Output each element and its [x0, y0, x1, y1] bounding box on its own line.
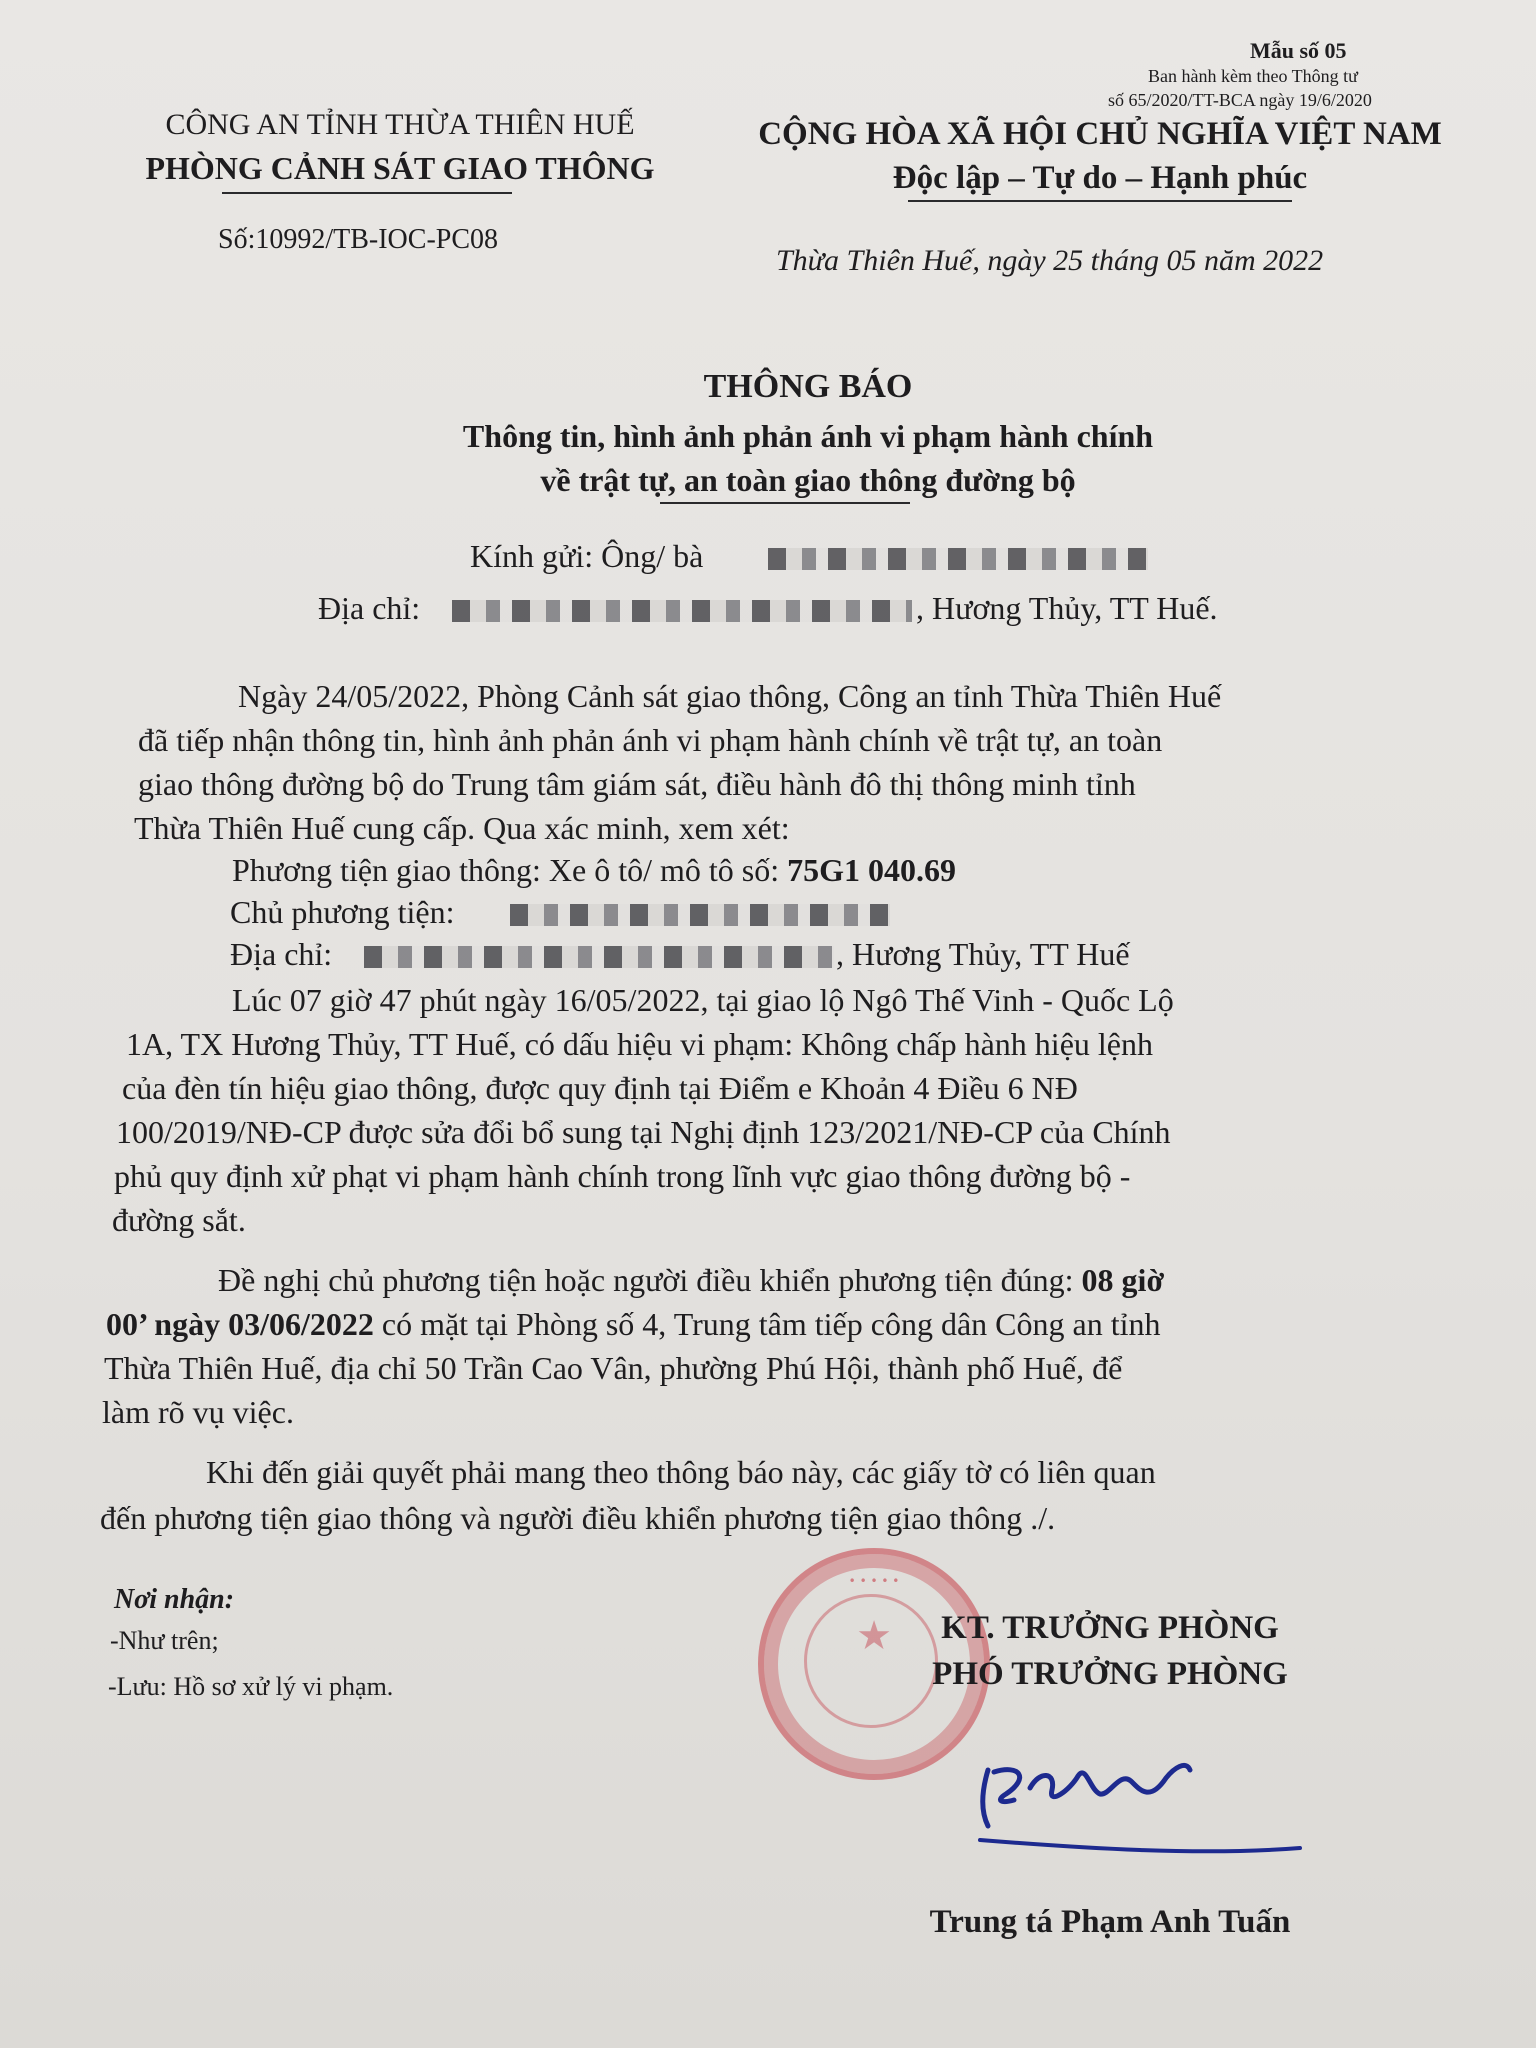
notice-subtitle-line2: về trật tự, an toàn giao thông đường bộ	[540, 462, 1076, 498]
form-note-line2: số 65/2020/TT-BCA ngày 19/6/2020	[1108, 90, 1372, 110]
issuer-line2: PHÒNG CẢNH SÁT GIAO THÔNG	[145, 150, 655, 186]
redacted-recipient-address	[452, 600, 912, 622]
vehicle-line	[232, 852, 956, 889]
owner-address-label: Địa chỉ:	[230, 936, 333, 972]
redacted-owner-address	[364, 946, 834, 968]
form-number: Mẫu số 05	[1250, 38, 1347, 63]
paragraph2-line1: Lúc 07 giờ 47 phút ngày 16/05/2022, tại giao lộ Ngô Thế Vinh - Quốc Lộ	[232, 982, 1174, 1018]
appointment-hour: 08 giờ	[1081, 1262, 1165, 1298]
paragraph2-line5: phủ quy định xử phạt vi phạm hành chính trong lĩnh vực giao thông đường bộ -	[114, 1158, 1131, 1194]
redacted-owner-name	[510, 904, 890, 926]
paragraph3-line2	[106, 1306, 1160, 1343]
recipient-address-label: Địa chỉ:	[318, 590, 421, 626]
paragraph2-line6: đường sắt.	[112, 1202, 246, 1238]
form-note-line1: Ban hành kèm theo Thông tư	[1148, 66, 1358, 86]
recipient-address-tail: , Hương Thủy, TT Huế.	[916, 590, 1218, 626]
nation-line1: CỘNG HÒA XÃ HỘI CHỦ NGHĨA VIỆT NAM	[758, 116, 1442, 152]
paragraph1-line3: giao thông đường bộ do Trung tâm giám sát, điều hành đô thị thông minh tỉnh	[138, 766, 1136, 802]
recipient-greeting: Kính gửi: Ông/ bà	[470, 538, 704, 574]
issuer-underline	[222, 192, 512, 194]
issue-date: Thừa Thiên Huế, ngày 25 tháng 05 năm 2022	[776, 244, 1324, 277]
paragraph3-line1-text: Đề nghị chủ phương tiện hoặc người điều khiển phương tiện đúng:	[218, 1262, 1074, 1298]
recipient-item-2: -Lưu: Hồ sơ xử lý vi phạm.	[108, 1672, 394, 1701]
signature-title-line1: KT. TRƯỞNG PHÒNG	[941, 1610, 1279, 1646]
redacted-recipient-name	[768, 548, 1148, 570]
paragraph4-line2: đến phương tiện giao thông và người điều khiển phương tiện giao thông ./.	[100, 1500, 1056, 1536]
vehicle-label: Phương tiện giao thông: Xe ô tô/ mô tô số:	[232, 852, 780, 888]
vehicle-plate: 75G1 040.69	[787, 852, 957, 888]
paragraph1-line2: đã tiếp nhận thông tin, hình ảnh phản ánh vi phạm hành chính về trật tự, an toàn	[138, 722, 1163, 758]
recipients-title: Nơi nhận:	[114, 1584, 235, 1615]
paragraph3-line3: Thừa Thiên Huế, địa chỉ 50 Trần Cao Vân, phường Phú Hội, thành phố Huế, để	[104, 1350, 1123, 1386]
owner-label: Chủ phương tiện:	[230, 894, 455, 930]
appointment-date: 00’ ngày 03/06/2022	[106, 1306, 374, 1342]
signature-title-line2: PHÓ TRƯỞNG PHÒNG	[932, 1656, 1288, 1692]
nation-underline	[908, 200, 1292, 202]
issuer-line1: CÔNG AN TỈNH THỪA THIÊN HUẾ	[165, 108, 635, 141]
signer-name: Trung tá Phạm Anh Tuấn	[929, 1904, 1291, 1940]
notice-heading: THÔNG BÁO	[703, 368, 913, 405]
paragraph2-line4: 100/2019/NĐ-CP được sửa đổi bổ sung tại Nghị định 123/2021/NĐ-CP của Chính	[116, 1114, 1171, 1150]
nation-line2: Độc lập – Tự do – Hạnh phúc	[892, 160, 1308, 196]
seal-border-text: • • • • •	[848, 1574, 900, 1588]
notice-subtitle-line1: Thông tin, hình ảnh phản ánh vi phạm hành chính	[462, 418, 1154, 454]
document-number: Số:10992/TB-IOC-PC08	[218, 224, 499, 255]
paragraph2-line3: của đèn tín hiệu giao thông, được quy định tại Điểm e Khoản 4 Điều 6 NĐ	[122, 1070, 1078, 1106]
paragraph4-line1: Khi đến giải quyết phải mang theo thông báo này, các giấy tờ có liên quan	[206, 1454, 1156, 1490]
subtitle-underline	[660, 502, 910, 504]
paragraph1-line4: Thừa Thiên Huế cung cấp. Qua xác minh, xem xét:	[134, 810, 790, 846]
handwritten-signature	[960, 1730, 1320, 1860]
recipient-item-1: -Như trên;	[110, 1626, 219, 1655]
star-icon: ★	[856, 1613, 892, 1658]
paragraph3-line4: làm rõ vụ việc.	[102, 1394, 294, 1430]
owner-address-tail: , Hương Thủy, TT Huế	[836, 936, 1130, 972]
paragraph2-line2: 1A, TX Hương Thủy, TT Huế, có dấu hiệu vi phạm: Không chấp hành hiệu lệnh	[126, 1026, 1153, 1062]
paragraph3-line2-text: có mặt tại Phòng số 4, Trung tâm tiếp công dân Công an tỉnh	[381, 1306, 1161, 1342]
paragraph3-line1	[218, 1262, 1164, 1299]
paragraph1-line1: Ngày 24/05/2022, Phòng Cảnh sát giao thông, Công an tỉnh Thừa Thiên Huế	[238, 678, 1222, 714]
